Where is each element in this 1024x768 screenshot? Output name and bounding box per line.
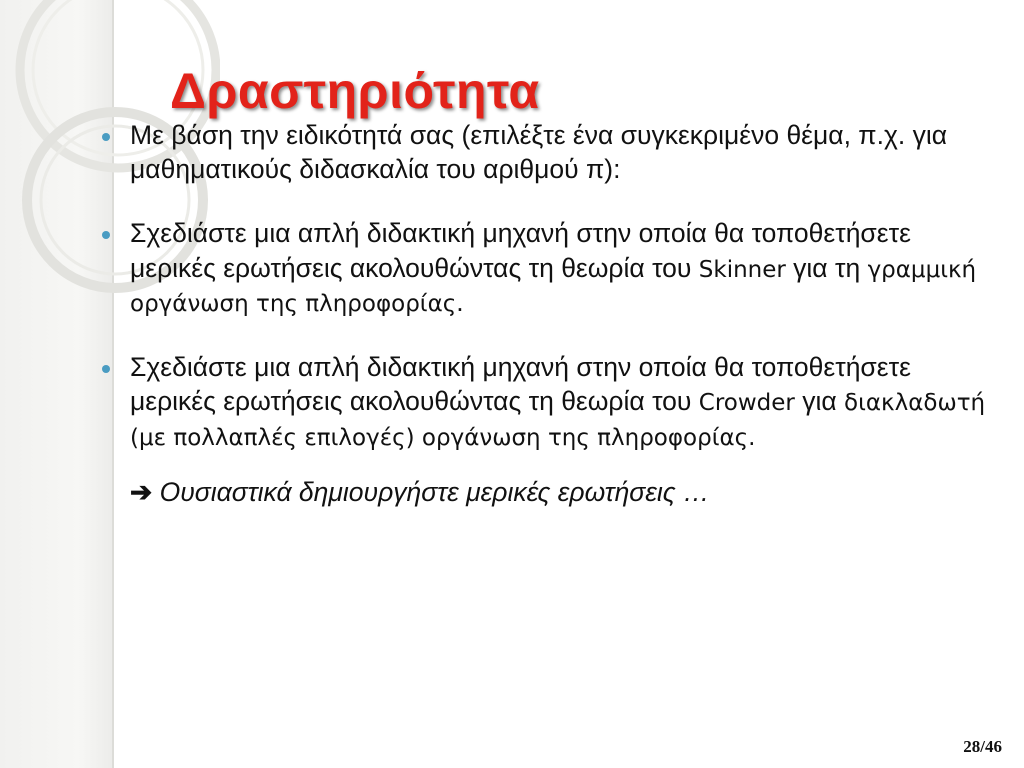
arrow-right-icon: ➔ <box>130 477 153 508</box>
bullet-1-text: Με βάση την ειδικότητά σας (επιλέξτε ένα συγκεκριμένο θέμα, π.χ. για μαθηματικούς διδασκαλία του αριθμού π): <box>130 120 948 185</box>
bullet-2-text-c: για τη <box>793 252 868 283</box>
bullet-item-2 <box>98 216 998 319</box>
bullet-item-1 <box>98 118 998 186</box>
bullet-2-text-d: γραμμική οργάνωση της πληροφορίας <box>130 256 977 318</box>
bullet-2-text-a: Σχεδιάστε μια απλή διδακτική μηχανή στην οποία θα τοποθετήσετε μερικές ερωτήσεις ακολουθώντας τη θεωρία του <box>130 218 911 283</box>
bullet-dot-icon <box>102 231 110 239</box>
bullet-dot-icon <box>102 365 110 373</box>
slide-title: Δραστηριότητα <box>170 63 540 119</box>
bullet-3-text-c: για <box>802 386 845 416</box>
summary-line <box>130 475 998 509</box>
bullet-list <box>98 118 998 509</box>
bullet-2-text-e: . <box>456 287 464 318</box>
bullet-3-theorist: Crowder <box>698 390 803 416</box>
bullet-2-theorist: Skinner <box>698 256 794 283</box>
summary-text: Ουσιαστικά δημιουργήστε μερικές ερωτήσεις … <box>152 477 710 508</box>
bullet-dot-icon <box>102 133 110 141</box>
bullet-item-3 <box>98 350 998 510</box>
bullet-3-text-d: διακλαδωτή (με πολλαπλές επιλογές) οργάνωση της πληροφορίας. <box>130 390 986 451</box>
bullet-3-text-a: Σχεδιάστε μια απλή διδακτική μηχανή στην οποία θα τοποθετήσετε μερικές ερωτήσεις ακολουθώντας τη θεωρία του <box>130 351 911 416</box>
page-number: 28/46 <box>963 737 1002 756</box>
